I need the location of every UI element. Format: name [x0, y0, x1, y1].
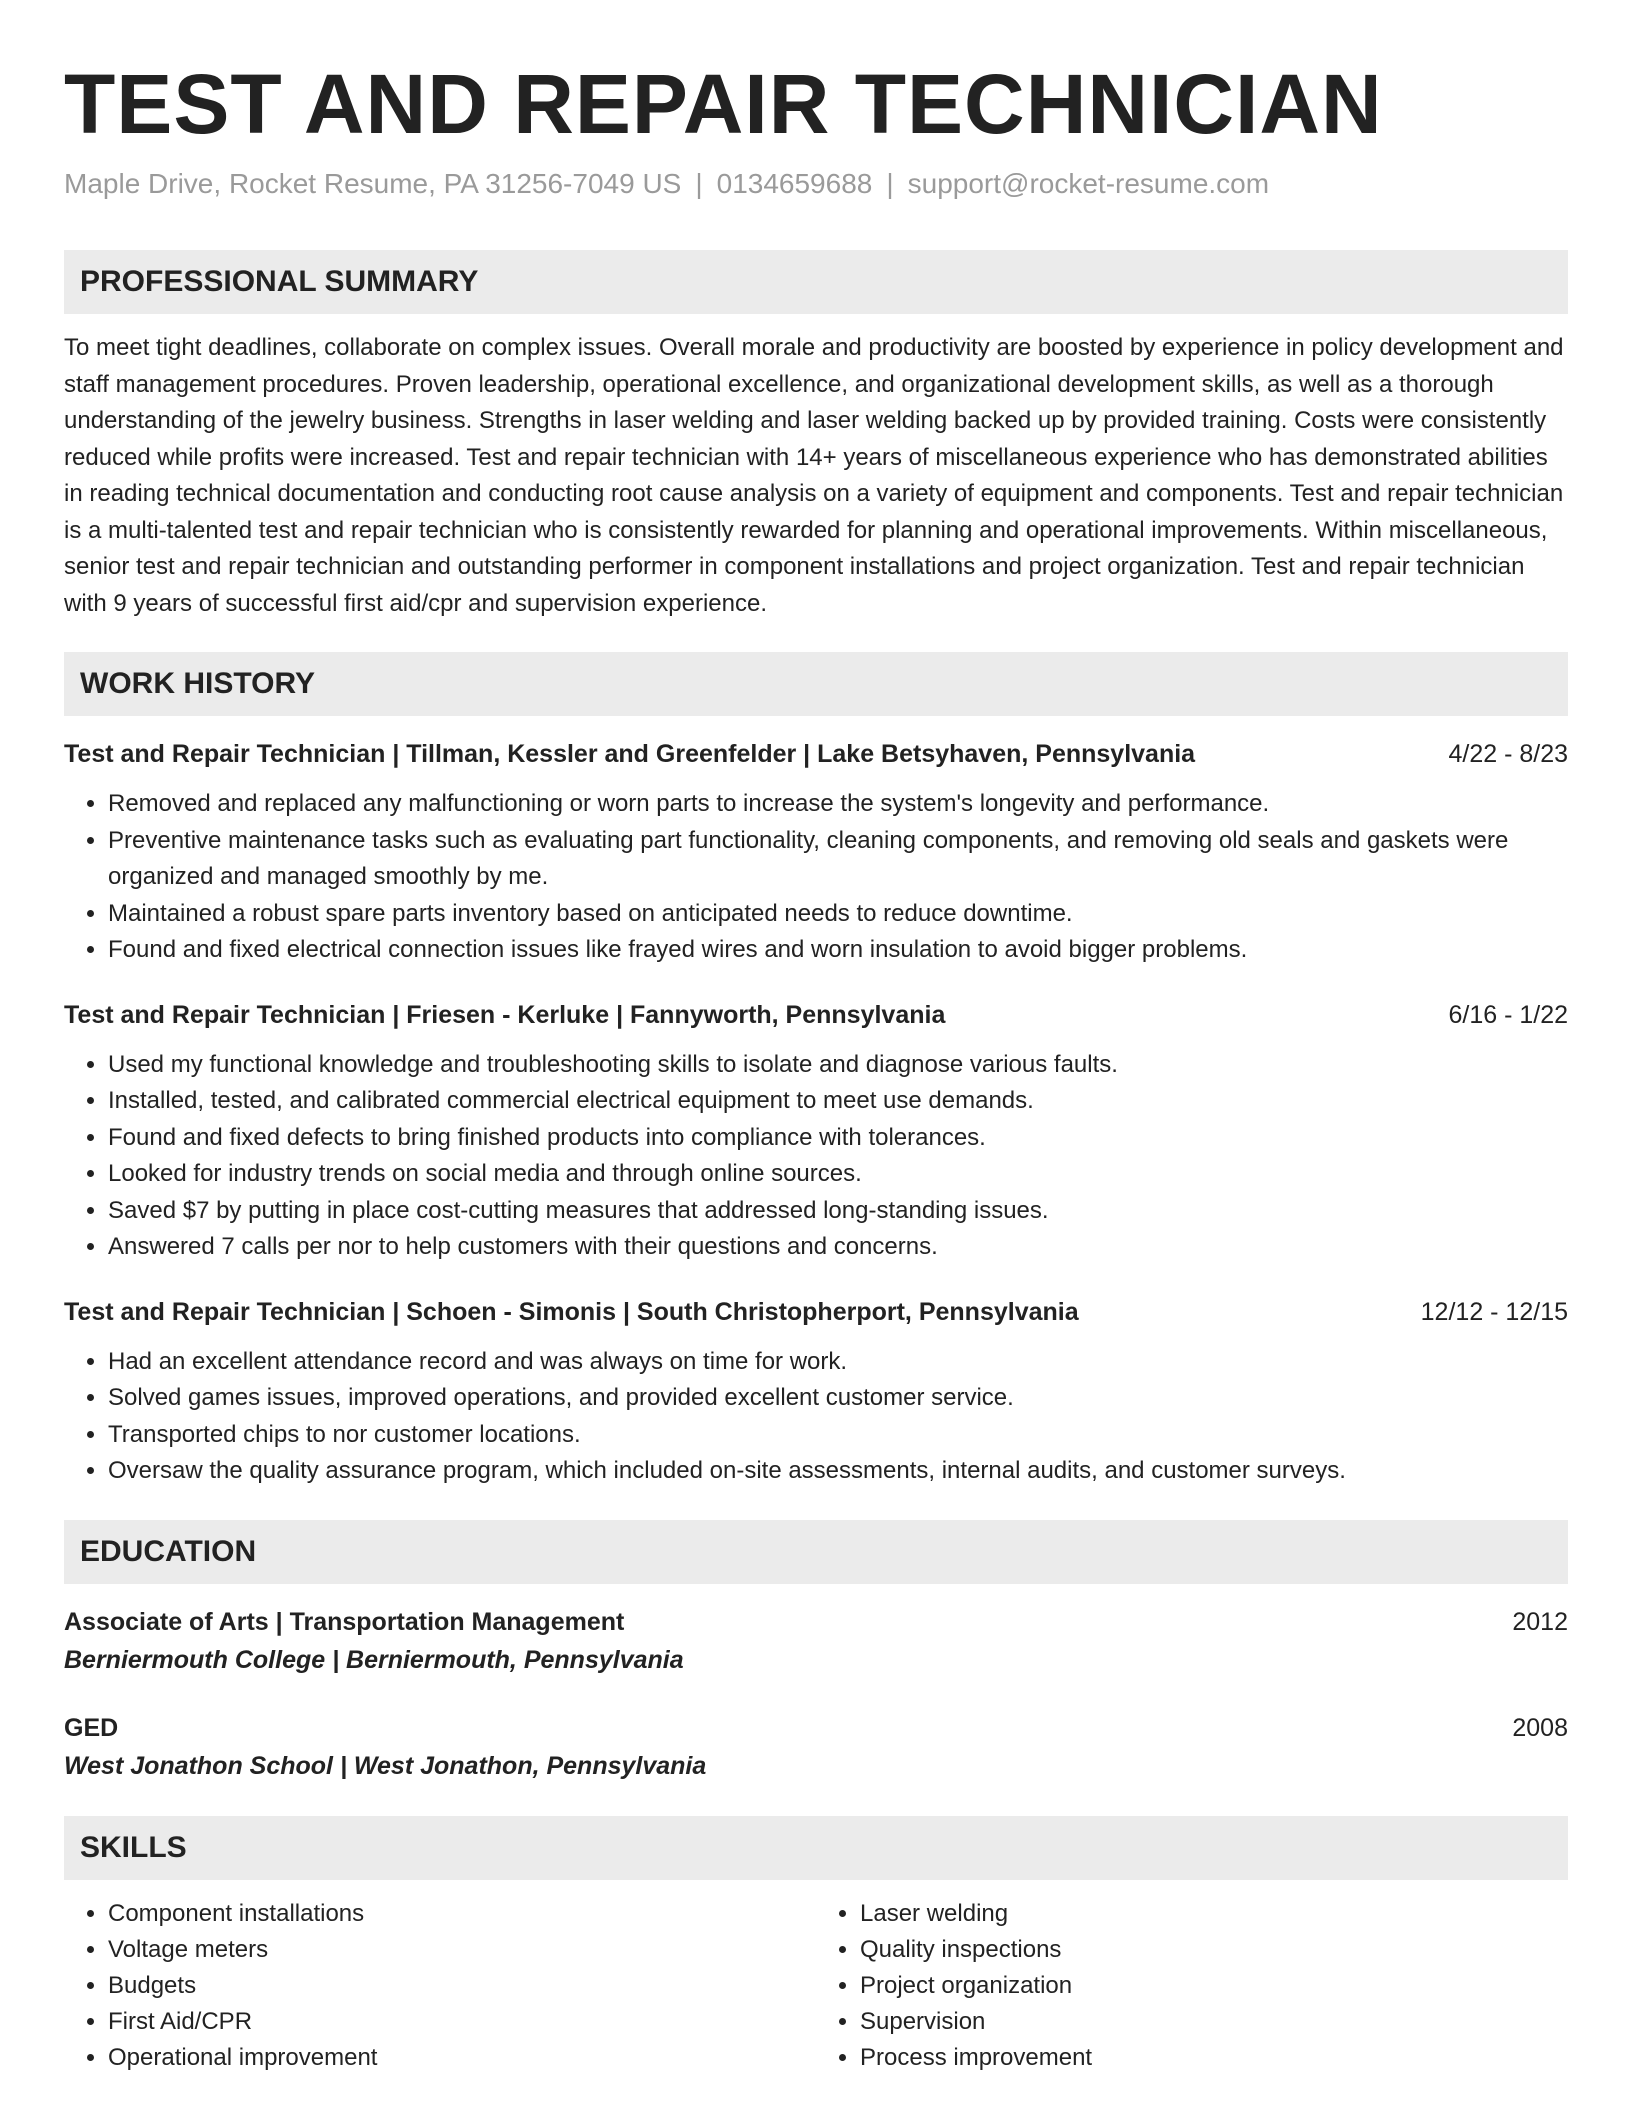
contact-address: Maple Drive, Rocket Resume, PA 31256-7049 US [64, 168, 682, 199]
job-dates: 6/16 - 1/22 [1448, 1000, 1568, 1029]
education-header [64, 1604, 1568, 1640]
job-bullet: • Installed, tested, and calibrated commercial electrical equipment to meet use demands. [108, 1083, 1568, 1120]
job-bullet: • Looked for industry trends on social media and through online sources. [108, 1156, 1568, 1193]
job-entry [64, 997, 1568, 1266]
skill-item: • First Aid/CPR [108, 2004, 816, 2040]
education-entry [64, 1604, 1568, 1680]
skill-item: • Quality inspections [860, 1932, 1568, 1968]
job-bullet: • Solved games issues, improved operations, and provided excellent customer service. [108, 1380, 1568, 1417]
skill-item: • Laser welding [860, 1896, 1568, 1932]
contact-separator: | [695, 168, 703, 199]
job-bullet: • Found and fixed electrical connection issues like frayed wires and worn insulation to avoid bigger problems. [108, 932, 1568, 969]
job-bullet: • Preventive maintenance tasks such as evaluating part functionality, cleaning components, and removing old seals and gaskets were organized and managed smoothly by me. [108, 823, 1568, 896]
job-bullets [64, 786, 1568, 969]
job-header [64, 997, 1568, 1033]
education-school: Berniermouth College | Berniermouth, Pennsylvania [64, 1645, 684, 1674]
job-bullets [64, 1344, 1568, 1490]
contact-line [64, 166, 1568, 202]
skills-column-right [816, 1896, 1568, 2076]
job-bullet: • Removed and replaced any malfunctioning or worn parts to increase the system's longevity and performance. [108, 786, 1568, 823]
section-header-skills: SKILLS [64, 1816, 1568, 1880]
education-degree: GED [64, 1713, 119, 1742]
skills-column-left [64, 1896, 816, 2076]
education-year: 2008 [1512, 1713, 1568, 1742]
contact-email: support@rocket-resume.com [907, 168, 1270, 199]
skill-item: • Supervision [860, 2004, 1568, 2040]
job-bullet: • Answered 7 calls per nor to help customers with their questions and concerns. [108, 1229, 1568, 1266]
skill-item: • Voltage meters [108, 1932, 816, 1968]
summary-text: To meet tight deadlines, collaborate on complex issues. Overall morale and productivity are boosted by experience in policy development and staff management procedures. Proven leadership, operational excellence, and organizational development skills, as well as a thorough understanding of the jewelry business. Strengths in laser welding and laser welding backed up by provided training. Costs were consistently reduced while profits were increased. Test and repair technician with 14+ years of miscellaneous experience who has demonstrated abilities in reading technical documentation and conducting root cause analysis on a variety of equipment and components. Test and repair technician is a multi-talented test and repair technician who is consistently rewarded for planning and operational improvements. Within miscellaneous, senior test and repair technician and outstanding performer in component installations and project organization. Test and repair technician with 9 years of successful first aid/cpr and supervision experience. [64, 334, 1564, 617]
job-bullet: • Saved $7 by putting in place cost-cutting measures that addressed long-standing issues. [108, 1193, 1568, 1230]
job-title: Test and Repair Technician | Friesen - Kerluke | Fannyworth, Pennsylvania [64, 1000, 946, 1029]
job-title: Test and Repair Technician | Schoen - Simonis | South Christopherport, Pennsylvania [64, 1297, 1079, 1326]
job-header [64, 736, 1568, 772]
job-bullets [64, 1047, 1568, 1266]
candidate-name: TEST AND REPAIR TECHNICIAN [64, 57, 1383, 151]
job-bullet: • Found and fixed defects to bring finished products into compliance with tolerances. [108, 1120, 1568, 1157]
contact-phone: 0134659688 [716, 168, 873, 199]
job-bullet: • Transported chips to nor customer locations. [108, 1417, 1568, 1454]
contact-separator: | [886, 168, 894, 199]
skill-item: • Budgets [108, 1968, 816, 2004]
job-entry [64, 1294, 1568, 1490]
education-degree: Associate of Arts | Transportation Management [64, 1607, 625, 1636]
job-bullet: • Had an excellent attendance record and was always on time for work. [108, 1344, 1568, 1381]
job-title: Test and Repair Technician | Tillman, Kessler and Greenfelder | Lake Betsyhaven, Pennsylvania [64, 740, 1196, 768]
section-header-summary: PROFESSIONAL SUMMARY [64, 250, 1568, 314]
skill-item: • Operational improvement [108, 2040, 816, 2076]
job-header [64, 1294, 1568, 1330]
job-bullet: • Oversaw the quality assurance program, which included on-site assessments, internal audits, and customer surveys. [108, 1453, 1568, 1490]
section-header-work-history: WORK HISTORY [64, 652, 1568, 716]
job-dates: 12/12 - 12/15 [1420, 1297, 1568, 1326]
job-entry [64, 736, 1568, 969]
skill-item: • Component installations [108, 1896, 816, 1932]
education-header [64, 1710, 1568, 1746]
education-school: West Jonathon School | West Jonathon, Pennsylvania [64, 1751, 707, 1780]
skill-item: • Project organization [860, 1968, 1568, 2004]
section-header-education: EDUCATION [64, 1520, 1568, 1584]
skills-list [64, 1896, 1568, 2076]
job-bullet: • Maintained a robust spare parts inventory based on anticipated needs to reduce downtime. [108, 896, 1568, 933]
skill-item: • Process improvement [860, 2040, 1568, 2076]
education-entry [64, 1710, 1568, 1786]
education-year: 2012 [1512, 1607, 1568, 1636]
job-dates: 4/22 - 8/23 [1448, 740, 1568, 768]
job-bullet: • Used my functional knowledge and troubleshooting skills to isolate and diagnose various faults. [108, 1047, 1568, 1084]
